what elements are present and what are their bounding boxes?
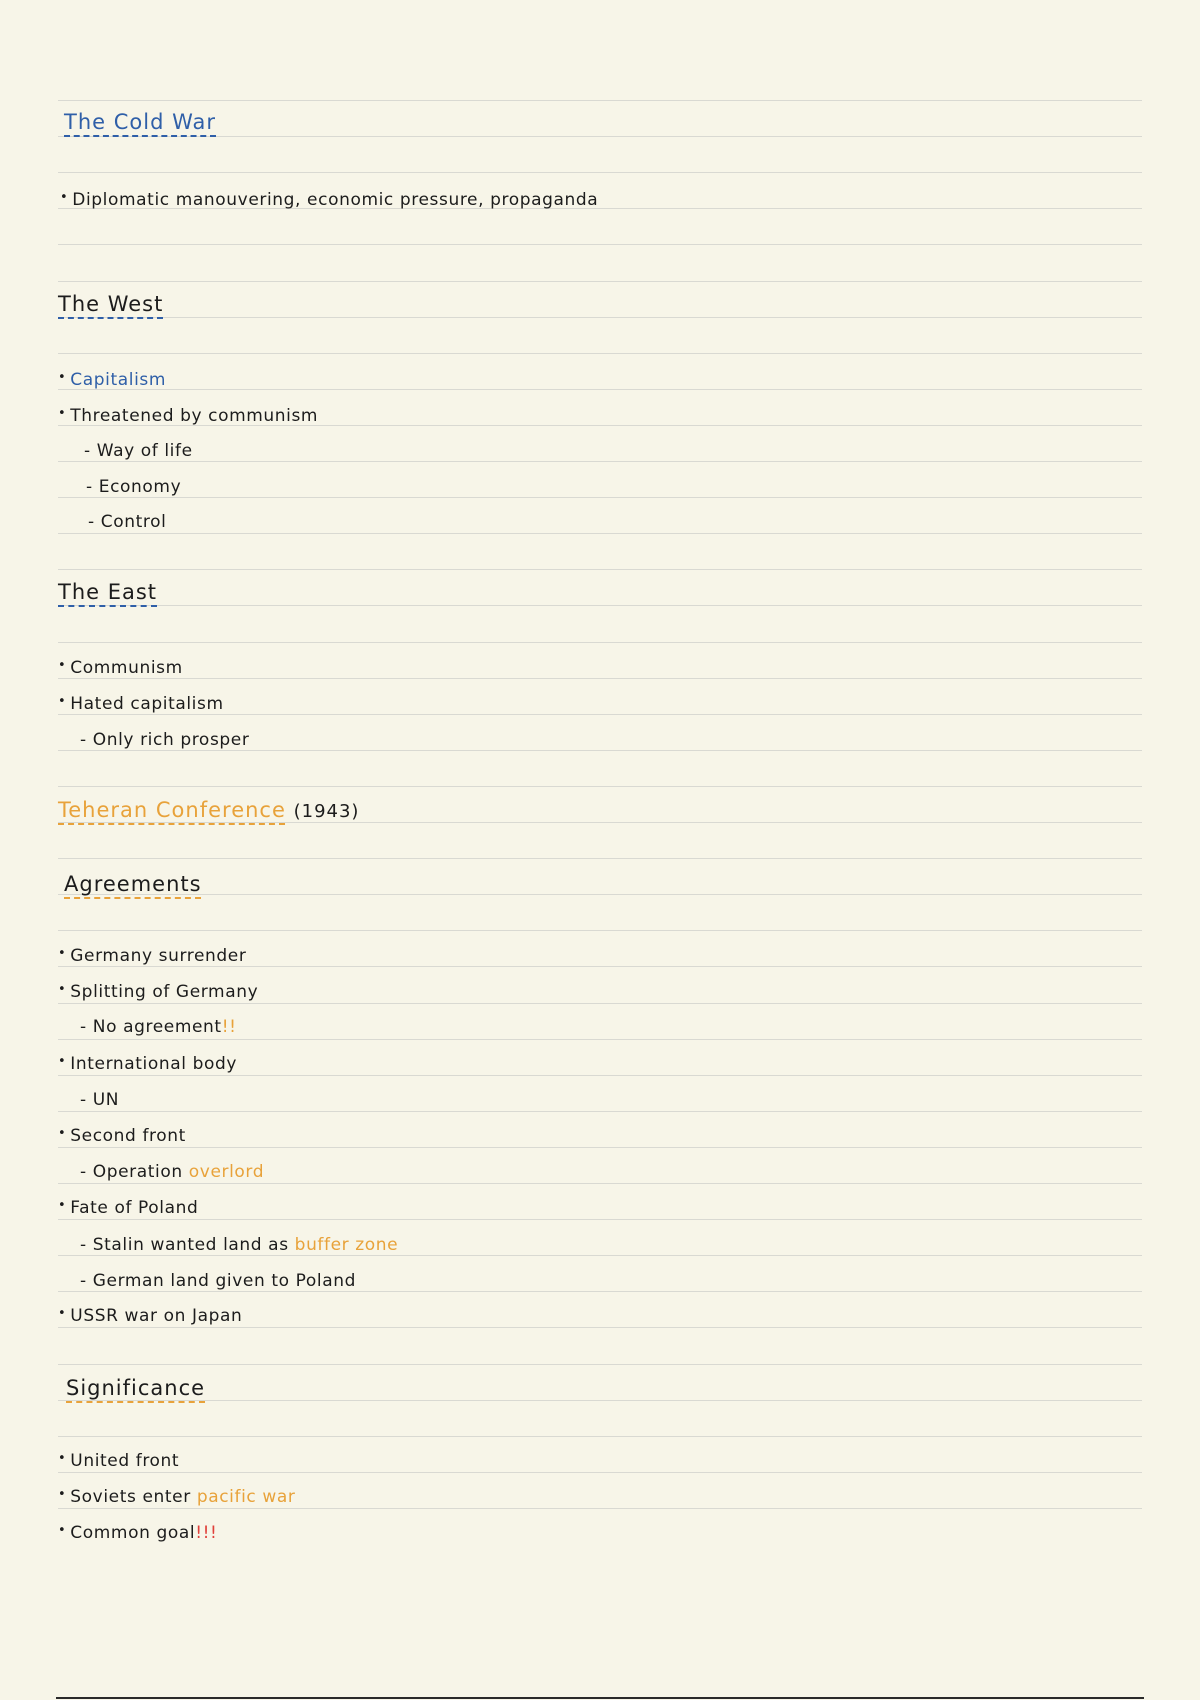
bullet-icon: • bbox=[58, 1451, 67, 1466]
bullet-icon: • bbox=[58, 1198, 67, 1213]
agreement-text: Germany surrender bbox=[70, 946, 247, 966]
significance-text: United front bbox=[70, 1451, 180, 1471]
ruled-line bbox=[58, 533, 1142, 534]
ruled-line bbox=[58, 1111, 1142, 1112]
bullet-icon: • bbox=[58, 406, 67, 421]
sub-text: No agreement bbox=[92, 1017, 222, 1037]
ruled-line bbox=[58, 1255, 1142, 1256]
bullet-icon: • bbox=[58, 946, 67, 961]
page-bottom-border bbox=[56, 1697, 1144, 1699]
ruled-line bbox=[58, 497, 1142, 498]
ruled-line bbox=[58, 1147, 1142, 1148]
capitalism-text: Capitalism bbox=[70, 370, 167, 390]
ruled-line bbox=[58, 353, 1142, 354]
agreement-1 bbox=[58, 946, 246, 966]
ruled-line bbox=[58, 894, 1142, 895]
ruled-line bbox=[58, 100, 1142, 101]
east-sub-1: - Only rich prosper bbox=[80, 730, 250, 750]
ruled-line bbox=[58, 1003, 1142, 1004]
agreement-5-sub-1: - Stalin wanted land as buffer zone bbox=[80, 1235, 399, 1255]
ruled-line bbox=[58, 172, 1142, 173]
ruled-line bbox=[58, 786, 1142, 787]
east-heading: The East bbox=[58, 580, 158, 604]
ruled-line bbox=[58, 930, 1142, 931]
agreement-2-sub: - No agreement!! bbox=[80, 1017, 237, 1037]
emphasis-mark: !!! bbox=[195, 1523, 218, 1543]
significance-1 bbox=[58, 1451, 179, 1471]
significance-text: Common goal bbox=[70, 1523, 196, 1543]
ruled-line bbox=[58, 1436, 1142, 1437]
agreement-5-sub-2: - German land given to Poland bbox=[80, 1271, 356, 1291]
west-heading: The West bbox=[58, 292, 164, 316]
agreements-heading: Agreements bbox=[64, 872, 202, 896]
sub-text: Economy bbox=[98, 477, 182, 497]
ruled-line bbox=[58, 1472, 1142, 1473]
bullet-icon: • bbox=[58, 694, 67, 709]
significance-text: Soviets enter bbox=[70, 1487, 191, 1507]
highlight-text: pacific war bbox=[196, 1487, 296, 1507]
agreement-text: Second front bbox=[70, 1126, 186, 1146]
ruled-line bbox=[58, 389, 1142, 390]
ruled-line bbox=[58, 1508, 1142, 1509]
west-sub-3: - Control bbox=[88, 512, 167, 532]
east-bullet-communism bbox=[58, 658, 183, 678]
ruled-line bbox=[58, 244, 1142, 245]
emphasis-mark: !! bbox=[221, 1017, 237, 1037]
ruled-line bbox=[58, 1400, 1142, 1401]
bullet-icon: • bbox=[58, 1126, 67, 1141]
significance-3 bbox=[58, 1523, 217, 1543]
bullet-icon: • bbox=[58, 1523, 67, 1538]
ruled-line bbox=[58, 1039, 1142, 1040]
sub-text: Only rich prosper bbox=[92, 730, 250, 750]
ruled-line bbox=[58, 1291, 1142, 1292]
bullet-icon: • bbox=[58, 1487, 67, 1502]
agreement-5 bbox=[58, 1198, 198, 1218]
ruled-line bbox=[58, 136, 1142, 137]
communism-text: Communism bbox=[70, 658, 183, 678]
bullet-icon: • bbox=[58, 1054, 67, 1069]
ruled-line bbox=[58, 605, 1142, 606]
tehran-heading: Teheran Conference bbox=[58, 798, 286, 822]
significance-2 bbox=[58, 1487, 295, 1507]
agreement-text: USSR war on Japan bbox=[70, 1306, 243, 1326]
agreement-3-sub: - UN bbox=[80, 1090, 120, 1110]
sub-text: Operation bbox=[92, 1162, 183, 1182]
sub-text: German land given to Poland bbox=[92, 1271, 356, 1291]
hated-text: Hated capitalism bbox=[70, 694, 224, 714]
bullet-icon: • bbox=[58, 370, 67, 385]
intro-text: Diplomatic manouvering, economic pressure, propaganda bbox=[72, 190, 599, 210]
ruled-line bbox=[58, 461, 1142, 462]
bullet-icon: • bbox=[60, 190, 69, 205]
ruled-line bbox=[58, 569, 1142, 570]
sub-text: UN bbox=[92, 1090, 120, 1110]
tehran-heading-line bbox=[58, 798, 359, 822]
ruled-line bbox=[58, 1075, 1142, 1076]
ruled-line bbox=[58, 1183, 1142, 1184]
intro-bullet bbox=[60, 190, 598, 210]
agreement-3 bbox=[58, 1054, 237, 1074]
ruled-line bbox=[58, 1364, 1142, 1365]
east-bullet-hated bbox=[58, 694, 224, 714]
significance-heading: Significance bbox=[66, 1376, 206, 1400]
bullet-icon: • bbox=[58, 658, 67, 673]
ruled-line bbox=[58, 1327, 1142, 1328]
sub-text: Stalin wanted land as bbox=[92, 1235, 289, 1255]
bullet-icon: • bbox=[58, 982, 67, 997]
ruled-line bbox=[58, 281, 1142, 282]
agreement-text: Splitting of Germany bbox=[70, 982, 259, 1002]
west-sub-1: - Way of life bbox=[84, 441, 193, 461]
bullet-icon: • bbox=[58, 1306, 67, 1321]
page-title: The Cold War bbox=[64, 110, 217, 134]
tehran-year: (1943) bbox=[293, 801, 360, 822]
ruled-line bbox=[58, 642, 1142, 643]
ruled-line bbox=[58, 317, 1142, 318]
sub-text: Control bbox=[100, 512, 167, 532]
agreement-6 bbox=[58, 1306, 242, 1326]
highlight-text: buffer zone bbox=[294, 1235, 399, 1255]
agreement-4-sub: - Operation overlord bbox=[80, 1162, 265, 1182]
agreement-text: Fate of Poland bbox=[70, 1198, 199, 1218]
west-bullet-threat bbox=[58, 406, 318, 426]
agreement-2 bbox=[58, 982, 258, 1002]
agreement-text: International body bbox=[70, 1054, 238, 1074]
ruled-line bbox=[58, 822, 1142, 823]
ruled-line bbox=[58, 966, 1142, 967]
west-sub-2: - Economy bbox=[86, 477, 182, 497]
ruled-line bbox=[58, 858, 1142, 859]
threat-text: Threatened by communism bbox=[70, 406, 319, 426]
highlight-text: overlord bbox=[188, 1162, 265, 1182]
sub-text: Way of life bbox=[96, 441, 193, 461]
west-bullet-capitalism bbox=[58, 370, 166, 390]
ruled-line bbox=[58, 1219, 1142, 1220]
agreement-4 bbox=[58, 1126, 186, 1146]
ruled-line bbox=[58, 678, 1142, 679]
